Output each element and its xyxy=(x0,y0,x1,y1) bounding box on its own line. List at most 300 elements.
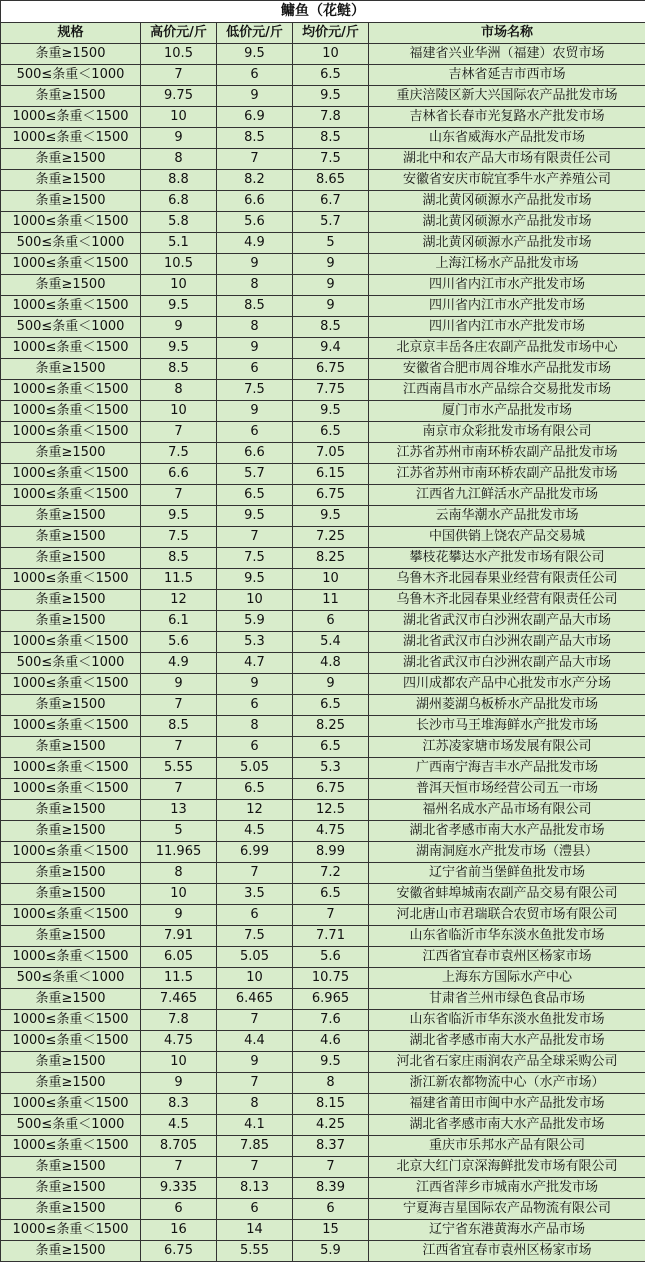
cell-spec: 500≤条重＜1000 xyxy=(1,65,141,86)
table-row xyxy=(1,611,645,632)
cell-high-price: 11.5 xyxy=(141,968,217,989)
cell-spec: 条重≥1500 xyxy=(1,1052,141,1073)
cell-low-price: 5.3 xyxy=(217,632,293,653)
cell-high-price: 6.1 xyxy=(141,611,217,632)
cell-market-name: 北京京丰岳各庄农副产品批发市场中心 xyxy=(369,338,645,359)
cell-high-price: 7 xyxy=(141,1157,217,1178)
table-row xyxy=(1,590,645,611)
cell-low-price: 10 xyxy=(217,968,293,989)
cell-high-price: 9 xyxy=(141,1073,217,1094)
cell-market-name: 宁夏海吉星国际农产品物流有限公司 xyxy=(369,1199,645,1220)
cell-high-price: 13 xyxy=(141,800,217,821)
cell-spec: 条重≥1500 xyxy=(1,884,141,905)
cell-spec: 条重≥1500 xyxy=(1,1178,141,1199)
cell-market-name: 吉林省延吉市西市场 xyxy=(369,65,645,86)
cell-market-name: 吉林省长春市光复路水产批发市场 xyxy=(369,107,645,128)
cell-spec: 条重≥1500 xyxy=(1,863,141,884)
cell-market-name: 南京市众彩批发市场有限公司 xyxy=(369,422,645,443)
cell-avg-price: 4.6 xyxy=(293,1031,369,1052)
cell-market-name: 江西南昌市水产品综合交易批发市场 xyxy=(369,380,645,401)
table-row xyxy=(1,1010,645,1031)
cell-high-price: 8.5 xyxy=(141,548,217,569)
cell-low-price: 7.5 xyxy=(217,926,293,947)
table-row xyxy=(1,1073,645,1094)
cell-avg-price: 10.75 xyxy=(293,968,369,989)
cell-low-price: 4.7 xyxy=(217,653,293,674)
cell-high-price: 4.9 xyxy=(141,653,217,674)
cell-spec: 条重≥1500 xyxy=(1,191,141,212)
cell-high-price: 9 xyxy=(141,905,217,926)
cell-high-price: 5.6 xyxy=(141,632,217,653)
cell-low-price: 6.6 xyxy=(217,443,293,464)
cell-spec: 1000≤条重＜1500 xyxy=(1,1136,141,1157)
cell-spec: 1000≤条重＜1500 xyxy=(1,1094,141,1115)
cell-avg-price: 9 xyxy=(293,275,369,296)
cell-avg-price: 8.37 xyxy=(293,1136,369,1157)
cell-market-name: 江西省九江鲜活水产品批发市场 xyxy=(369,485,645,506)
cell-market-name: 山东省临沂市华东淡水鱼批发市场 xyxy=(369,926,645,947)
cell-low-price: 6 xyxy=(217,422,293,443)
cell-market-name: 广西南宁海吉丰水产品批发市场 xyxy=(369,758,645,779)
cell-avg-price: 6.5 xyxy=(293,422,369,443)
cell-high-price: 7 xyxy=(141,779,217,800)
cell-avg-price: 7.75 xyxy=(293,380,369,401)
cell-low-price: 9.5 xyxy=(217,569,293,590)
cell-market-name: 湖北省孝感市南大水产品批发市场 xyxy=(369,1115,645,1136)
cell-market-name: 湖北黄冈硕源水产品批发市场 xyxy=(369,233,645,254)
cell-avg-price: 6.7 xyxy=(293,191,369,212)
cell-spec: 条重≥1500 xyxy=(1,506,141,527)
cell-low-price: 7 xyxy=(217,1010,293,1031)
cell-avg-price: 4.8 xyxy=(293,653,369,674)
cell-high-price: 7.8 xyxy=(141,1010,217,1031)
cell-spec: 1000≤条重＜1500 xyxy=(1,422,141,443)
cell-high-price: 4.75 xyxy=(141,1031,217,1052)
cell-low-price: 9 xyxy=(217,86,293,107)
cell-avg-price: 10 xyxy=(293,44,369,65)
cell-spec: 条重≥1500 xyxy=(1,800,141,821)
cell-market-name: 云南华潮水产品批发市场 xyxy=(369,506,645,527)
header-market-name: 市场名称 xyxy=(369,23,645,44)
cell-market-name: 安徽省合肥市周谷堆水产品批发市场 xyxy=(369,359,645,380)
cell-avg-price: 8.5 xyxy=(293,317,369,338)
cell-low-price: 7 xyxy=(217,863,293,884)
cell-spec: 1000≤条重＜1500 xyxy=(1,1010,141,1031)
table-row xyxy=(1,317,645,338)
table-row xyxy=(1,170,645,191)
cell-market-name: 江苏省苏州市南环桥农副产品批发市场 xyxy=(369,464,645,485)
cell-spec: 1000≤条重＜1500 xyxy=(1,485,141,506)
cell-market-name: 山东省威海水产品批发市场 xyxy=(369,128,645,149)
cell-low-price: 5.55 xyxy=(217,1241,293,1262)
table-row xyxy=(1,884,645,905)
table-row xyxy=(1,842,645,863)
cell-high-price: 10 xyxy=(141,401,217,422)
cell-high-price: 8 xyxy=(141,149,217,170)
table-row xyxy=(1,632,645,653)
cell-market-name: 湖北黄冈硕源水产品批发市场 xyxy=(369,212,645,233)
cell-avg-price: 5 xyxy=(293,233,369,254)
table-title-row xyxy=(1,1,645,23)
table-row xyxy=(1,191,645,212)
cell-low-price: 7 xyxy=(217,527,293,548)
cell-low-price: 3.5 xyxy=(217,884,293,905)
table-row xyxy=(1,1115,645,1136)
table-row xyxy=(1,947,645,968)
cell-low-price: 7.85 xyxy=(217,1136,293,1157)
cell-spec: 1000≤条重＜1500 xyxy=(1,401,141,422)
cell-high-price: 9.335 xyxy=(141,1178,217,1199)
cell-low-price: 8.13 xyxy=(217,1178,293,1199)
cell-spec: 1000≤条重＜1500 xyxy=(1,380,141,401)
table-header-row xyxy=(1,23,645,44)
table-row xyxy=(1,569,645,590)
cell-spec: 1000≤条重＜1500 xyxy=(1,464,141,485)
cell-high-price: 7.5 xyxy=(141,527,217,548)
cell-market-name: 四川省内江市水产批发市场 xyxy=(369,317,645,338)
table-row xyxy=(1,821,645,842)
table-title: 鳙鱼（花鲢） xyxy=(1,1,645,23)
cell-low-price: 9 xyxy=(217,674,293,695)
cell-high-price: 9 xyxy=(141,674,217,695)
cell-avg-price: 8.25 xyxy=(293,716,369,737)
cell-spec: 500≤条重＜1000 xyxy=(1,968,141,989)
table-row xyxy=(1,86,645,107)
cell-market-name: 四川省内江市水产批发市场 xyxy=(369,296,645,317)
cell-low-price: 5.6 xyxy=(217,212,293,233)
table-row xyxy=(1,548,645,569)
table-row xyxy=(1,359,645,380)
cell-avg-price: 9.4 xyxy=(293,338,369,359)
cell-market-name: 中国供销上饶农产品交易城 xyxy=(369,527,645,548)
cell-low-price: 9 xyxy=(217,254,293,275)
table-row xyxy=(1,464,645,485)
cell-avg-price: 8.25 xyxy=(293,548,369,569)
table-row xyxy=(1,758,645,779)
cell-high-price: 9.5 xyxy=(141,296,217,317)
cell-high-price: 5.8 xyxy=(141,212,217,233)
table-row xyxy=(1,485,645,506)
cell-spec: 500≤条重＜1000 xyxy=(1,653,141,674)
cell-low-price: 9 xyxy=(217,401,293,422)
cell-spec: 条重≥1500 xyxy=(1,149,141,170)
cell-high-price: 10 xyxy=(141,884,217,905)
cell-avg-price: 5.3 xyxy=(293,758,369,779)
cell-avg-price: 11 xyxy=(293,590,369,611)
cell-high-price: 4.5 xyxy=(141,1115,217,1136)
cell-high-price: 8.5 xyxy=(141,359,217,380)
cell-high-price: 9.5 xyxy=(141,506,217,527)
table-row xyxy=(1,968,645,989)
table-row xyxy=(1,926,645,947)
table-row xyxy=(1,212,645,233)
cell-high-price: 8.8 xyxy=(141,170,217,191)
cell-market-name: 河北唐山市君瑞联合农贸市场有限公司 xyxy=(369,905,645,926)
cell-spec: 条重≥1500 xyxy=(1,1241,141,1262)
cell-high-price: 7 xyxy=(141,695,217,716)
cell-spec: 1000≤条重＜1500 xyxy=(1,569,141,590)
cell-market-name: 湖北省孝感市南大水产品批发市场 xyxy=(369,821,645,842)
cell-market-name: 湖北省武汉市白沙洲农副产品大市场 xyxy=(369,653,645,674)
cell-market-name: 江西省萍乡市城南水产批发市场 xyxy=(369,1178,645,1199)
cell-avg-price: 8.99 xyxy=(293,842,369,863)
cell-avg-price: 6.75 xyxy=(293,485,369,506)
cell-low-price: 4.5 xyxy=(217,821,293,842)
cell-market-name: 长沙市马王堆海鲜水产批发市场 xyxy=(369,716,645,737)
cell-spec: 条重≥1500 xyxy=(1,44,141,65)
table-row xyxy=(1,863,645,884)
cell-high-price: 7 xyxy=(141,65,217,86)
cell-high-price: 10 xyxy=(141,107,217,128)
cell-low-price: 6.99 xyxy=(217,842,293,863)
table-row xyxy=(1,443,645,464)
table-row xyxy=(1,422,645,443)
cell-low-price: 12 xyxy=(217,800,293,821)
cell-spec: 条重≥1500 xyxy=(1,527,141,548)
cell-high-price: 8 xyxy=(141,863,217,884)
cell-market-name: 江西省宜春市袁州区杨家市场 xyxy=(369,947,645,968)
cell-spec: 条重≥1500 xyxy=(1,611,141,632)
cell-avg-price: 8.15 xyxy=(293,1094,369,1115)
cell-avg-price: 9.5 xyxy=(293,1052,369,1073)
cell-avg-price: 6.5 xyxy=(293,737,369,758)
table-row xyxy=(1,254,645,275)
cell-market-name: 浙江新农都物流中心（水产市场） xyxy=(369,1073,645,1094)
cell-avg-price: 8.5 xyxy=(293,128,369,149)
cell-avg-price: 5.4 xyxy=(293,632,369,653)
cell-market-name: 福建省兴业华洲（福建）农贸市场 xyxy=(369,44,645,65)
cell-low-price: 8 xyxy=(217,1094,293,1115)
cell-high-price: 7.465 xyxy=(141,989,217,1010)
table-row xyxy=(1,716,645,737)
cell-low-price: 9 xyxy=(217,1052,293,1073)
table-row xyxy=(1,674,645,695)
cell-low-price: 14 xyxy=(217,1220,293,1241)
cell-low-price: 9 xyxy=(217,338,293,359)
cell-market-name: 山东省临沂市华东淡水鱼批发市场 xyxy=(369,1010,645,1031)
cell-low-price: 4.1 xyxy=(217,1115,293,1136)
cell-market-name: 湖北省武汉市白沙洲农副产品大市场 xyxy=(369,611,645,632)
table-row xyxy=(1,275,645,296)
cell-market-name: 上海东方国际水产中心 xyxy=(369,968,645,989)
cell-avg-price: 6.5 xyxy=(293,65,369,86)
cell-low-price: 6.6 xyxy=(217,191,293,212)
cell-spec: 1000≤条重＜1500 xyxy=(1,632,141,653)
cell-spec: 1000≤条重＜1500 xyxy=(1,905,141,926)
cell-avg-price: 6.5 xyxy=(293,884,369,905)
cell-high-price: 5.1 xyxy=(141,233,217,254)
cell-market-name: 重庆市乐邦水产品有限公司 xyxy=(369,1136,645,1157)
cell-high-price: 9.5 xyxy=(141,338,217,359)
table-row xyxy=(1,338,645,359)
cell-spec: 1000≤条重＜1500 xyxy=(1,254,141,275)
cell-avg-price: 6.75 xyxy=(293,359,369,380)
cell-market-name: 攀枝花攀达水产批发市场有限公司 xyxy=(369,548,645,569)
cell-high-price: 5.55 xyxy=(141,758,217,779)
cell-low-price: 6.9 xyxy=(217,107,293,128)
cell-spec: 条重≥1500 xyxy=(1,275,141,296)
cell-market-name: 湖南洞庭水产批发市场（澧县） xyxy=(369,842,645,863)
cell-spec: 条重≥1500 xyxy=(1,737,141,758)
cell-market-name: 普洱天恒市场经营公司五一市场 xyxy=(369,779,645,800)
cell-market-name: 湖州菱湖乌板桥水产品批发市场 xyxy=(369,695,645,716)
cell-market-name: 四川省内江市水产批发市场 xyxy=(369,275,645,296)
cell-low-price: 8 xyxy=(217,716,293,737)
cell-avg-price: 7.25 xyxy=(293,527,369,548)
cell-high-price: 6 xyxy=(141,1199,217,1220)
cell-spec: 500≤条重＜1000 xyxy=(1,317,141,338)
cell-spec: 条重≥1500 xyxy=(1,170,141,191)
cell-market-name: 上海江杨水产品批发市场 xyxy=(369,254,645,275)
cell-high-price: 7 xyxy=(141,422,217,443)
cell-market-name: 乌鲁木齐北园春果业经营有限责任公司 xyxy=(369,569,645,590)
cell-market-name: 湖北省孝感市南大水产品批发市场 xyxy=(369,1031,645,1052)
cell-spec: 条重≥1500 xyxy=(1,695,141,716)
table-row xyxy=(1,695,645,716)
cell-high-price: 7 xyxy=(141,737,217,758)
cell-low-price: 7.5 xyxy=(217,548,293,569)
header-avg-price: 均价元/斤 xyxy=(293,23,369,44)
cell-low-price: 6 xyxy=(217,359,293,380)
cell-market-name: 北京大红门京深海鲜批发市场有限公司 xyxy=(369,1157,645,1178)
cell-spec: 条重≥1500 xyxy=(1,926,141,947)
table-row xyxy=(1,128,645,149)
cell-market-name: 乌鲁木齐北园春果业经营有限责任公司 xyxy=(369,590,645,611)
cell-low-price: 10 xyxy=(217,590,293,611)
table-row xyxy=(1,800,645,821)
cell-avg-price: 7.2 xyxy=(293,863,369,884)
cell-high-price: 9 xyxy=(141,317,217,338)
table-row xyxy=(1,65,645,86)
cell-low-price: 8 xyxy=(217,275,293,296)
cell-low-price: 8.5 xyxy=(217,128,293,149)
cell-avg-price: 7.6 xyxy=(293,1010,369,1031)
cell-low-price: 7.5 xyxy=(217,380,293,401)
cell-high-price: 10 xyxy=(141,275,217,296)
cell-avg-price: 8 xyxy=(293,1073,369,1094)
table-row xyxy=(1,905,645,926)
cell-high-price: 6.6 xyxy=(141,464,217,485)
cell-high-price: 6.75 xyxy=(141,1241,217,1262)
cell-market-name: 安徽省安庆市皖宜季牛水产养殖公司 xyxy=(369,170,645,191)
cell-high-price: 7.91 xyxy=(141,926,217,947)
cell-spec: 1000≤条重＜1500 xyxy=(1,1031,141,1052)
cell-high-price: 9 xyxy=(141,128,217,149)
cell-avg-price: 5.9 xyxy=(293,1241,369,1262)
cell-spec: 1000≤条重＜1500 xyxy=(1,212,141,233)
cell-spec: 条重≥1500 xyxy=(1,1073,141,1094)
table-row xyxy=(1,107,645,128)
cell-market-name: 辽宁省东港黄海水产品市场 xyxy=(369,1220,645,1241)
cell-avg-price: 7 xyxy=(293,905,369,926)
cell-high-price: 7.5 xyxy=(141,443,217,464)
cell-spec: 条重≥1500 xyxy=(1,989,141,1010)
cell-avg-price: 6.75 xyxy=(293,779,369,800)
cell-high-price: 6.05 xyxy=(141,947,217,968)
cell-market-name: 重庆涪陵区新大兴国际农产品批发市场 xyxy=(369,86,645,107)
cell-low-price: 6.465 xyxy=(217,989,293,1010)
cell-avg-price: 8.65 xyxy=(293,170,369,191)
cell-spec: 条重≥1500 xyxy=(1,590,141,611)
table-body xyxy=(1,44,645,1262)
cell-high-price: 8.5 xyxy=(141,716,217,737)
cell-spec: 条重≥1500 xyxy=(1,548,141,569)
cell-avg-price: 15 xyxy=(293,1220,369,1241)
cell-high-price: 11.965 xyxy=(141,842,217,863)
table-row xyxy=(1,989,645,1010)
cell-high-price: 10 xyxy=(141,1052,217,1073)
cell-low-price: 8.2 xyxy=(217,170,293,191)
cell-spec: 1000≤条重＜1500 xyxy=(1,338,141,359)
cell-low-price: 6 xyxy=(217,695,293,716)
cell-spec: 1000≤条重＜1500 xyxy=(1,758,141,779)
cell-low-price: 4.4 xyxy=(217,1031,293,1052)
cell-low-price: 7 xyxy=(217,149,293,170)
cell-market-name: 辽宁省前当堡鲜鱼批发市场 xyxy=(369,863,645,884)
cell-high-price: 11.5 xyxy=(141,569,217,590)
cell-market-name: 湖北中和农产品大市场有限责任公司 xyxy=(369,149,645,170)
cell-avg-price: 5.6 xyxy=(293,947,369,968)
cell-avg-price: 9.5 xyxy=(293,401,369,422)
cell-avg-price: 9.5 xyxy=(293,86,369,107)
table-row xyxy=(1,779,645,800)
cell-spec: 1000≤条重＜1500 xyxy=(1,947,141,968)
cell-spec: 条重≥1500 xyxy=(1,1199,141,1220)
cell-low-price: 6.5 xyxy=(217,779,293,800)
table-row xyxy=(1,1220,645,1241)
cell-spec: 500≤条重＜1000 xyxy=(1,1115,141,1136)
cell-market-name: 河北省石家庄雨润农产品全球采购公司 xyxy=(369,1052,645,1073)
table-row xyxy=(1,1157,645,1178)
cell-avg-price: 6.965 xyxy=(293,989,369,1010)
cell-high-price: 9.75 xyxy=(141,86,217,107)
cell-low-price: 5.7 xyxy=(217,464,293,485)
header-spec: 规格 xyxy=(1,23,141,44)
cell-avg-price: 5.7 xyxy=(293,212,369,233)
cell-market-name: 福建省莆田市闽中水产品批发市场 xyxy=(369,1094,645,1115)
cell-high-price: 7 xyxy=(141,485,217,506)
cell-low-price: 6 xyxy=(217,737,293,758)
cell-spec: 1000≤条重＜1500 xyxy=(1,1220,141,1241)
cell-avg-price: 9 xyxy=(293,296,369,317)
cell-market-name: 甘肃省兰州市绿色食品市场 xyxy=(369,989,645,1010)
cell-market-name: 四川成都农产品中心批发市水产分场 xyxy=(369,674,645,695)
table-row xyxy=(1,653,645,674)
cell-avg-price: 7 xyxy=(293,1157,369,1178)
cell-high-price: 16 xyxy=(141,1220,217,1241)
cell-spec: 条重≥1500 xyxy=(1,443,141,464)
cell-low-price: 9.5 xyxy=(217,44,293,65)
cell-avg-price: 7.5 xyxy=(293,149,369,170)
table-row xyxy=(1,233,645,254)
cell-avg-price: 7.71 xyxy=(293,926,369,947)
cell-avg-price: 4.75 xyxy=(293,821,369,842)
cell-low-price: 6 xyxy=(217,905,293,926)
cell-low-price: 9.5 xyxy=(217,506,293,527)
cell-high-price: 10.5 xyxy=(141,254,217,275)
cell-market-name: 江苏省苏州市南环桥农副产品批发市场 xyxy=(369,443,645,464)
table-row xyxy=(1,737,645,758)
table-row xyxy=(1,44,645,65)
cell-low-price: 7 xyxy=(217,1157,293,1178)
cell-avg-price: 7.05 xyxy=(293,443,369,464)
cell-avg-price: 7.8 xyxy=(293,107,369,128)
table-row xyxy=(1,527,645,548)
cell-avg-price: 10 xyxy=(293,569,369,590)
table-row xyxy=(1,1199,645,1220)
cell-spec: 500≤条重＜1000 xyxy=(1,233,141,254)
cell-avg-price: 9.5 xyxy=(293,506,369,527)
